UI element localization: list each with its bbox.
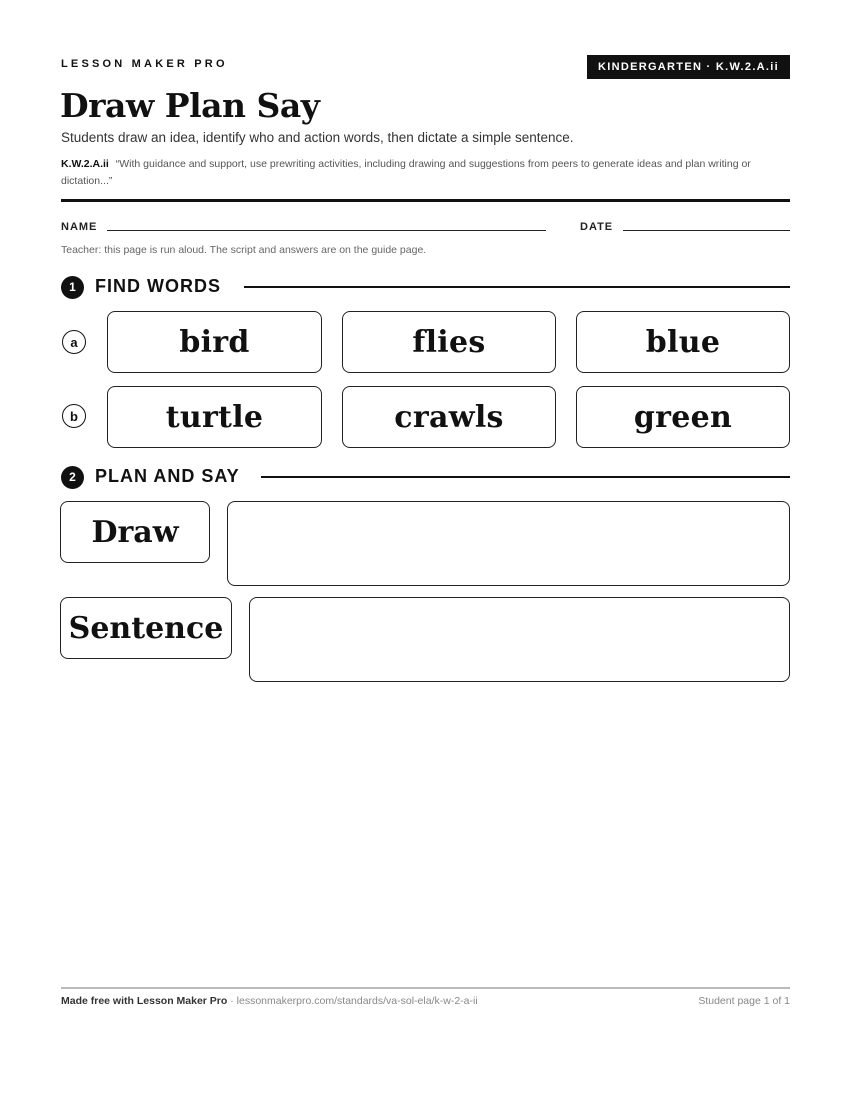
name-write-line[interactable] <box>107 230 546 231</box>
word-card-flies[interactable]: flies <box>342 311 556 373</box>
date-label: DATE <box>580 221 614 233</box>
page-title: Draw Plan Say <box>60 86 320 125</box>
name-label: NAME <box>61 221 98 233</box>
draw-area[interactable] <box>227 501 790 586</box>
date-write-line[interactable] <box>623 230 790 231</box>
section-2-title: PLAN AND SAY <box>95 466 240 486</box>
standard-code: K.W.2.A.ii <box>61 158 109 170</box>
footer-made-with: Made free with Lesson Maker Pro <box>61 995 228 1007</box>
draw-label: Draw <box>60 501 210 563</box>
word-card-green[interactable]: green <box>576 386 790 448</box>
row-a-label: a <box>62 330 86 354</box>
section-1-number: 1 <box>61 276 84 299</box>
footer-separator: · <box>227 995 237 1007</box>
row-b-label: b <box>62 404 86 428</box>
page-subtitle: Students draw an idea, identify who and action words, then dictate a simple sentence. <box>61 130 574 145</box>
word-card-bird[interactable]: bird <box>107 311 322 373</box>
footer-url-link[interactable]: lessonmakerpro.com/standards/va-sol-ela/k-w-2-a-ii <box>236 995 478 1007</box>
sentence-area[interactable] <box>249 597 790 682</box>
section-2-number: 2 <box>61 466 84 489</box>
section-2-divider <box>261 476 790 478</box>
grade-standard-badge: KINDERGARTEN · K.W.2.A.ii <box>587 55 790 79</box>
standard-quote: “With guidance and support, use prewriting activities, including drawing and suggestions from peers to generate ideas and plan writing or dictation...” <box>61 158 751 187</box>
section-1-divider <box>244 286 790 288</box>
brand-name: LESSON MAKER PRO <box>61 58 228 70</box>
footer-page-number: Student page 1 of 1 <box>698 995 790 1007</box>
word-card-turtle[interactable]: turtle <box>107 386 322 448</box>
standard-description <box>61 156 791 189</box>
teacher-note: Teacher: this page is run aloud. The script and answers are on the guide page. <box>61 244 427 256</box>
footer-credit <box>61 995 478 1007</box>
word-card-crawls[interactable]: crawls <box>342 386 556 448</box>
section-1-title: FIND WORDS <box>95 276 221 296</box>
sentence-label: Sentence <box>60 597 232 659</box>
header-divider <box>61 199 790 202</box>
word-card-blue[interactable]: blue <box>576 311 790 373</box>
footer-divider <box>61 987 790 989</box>
